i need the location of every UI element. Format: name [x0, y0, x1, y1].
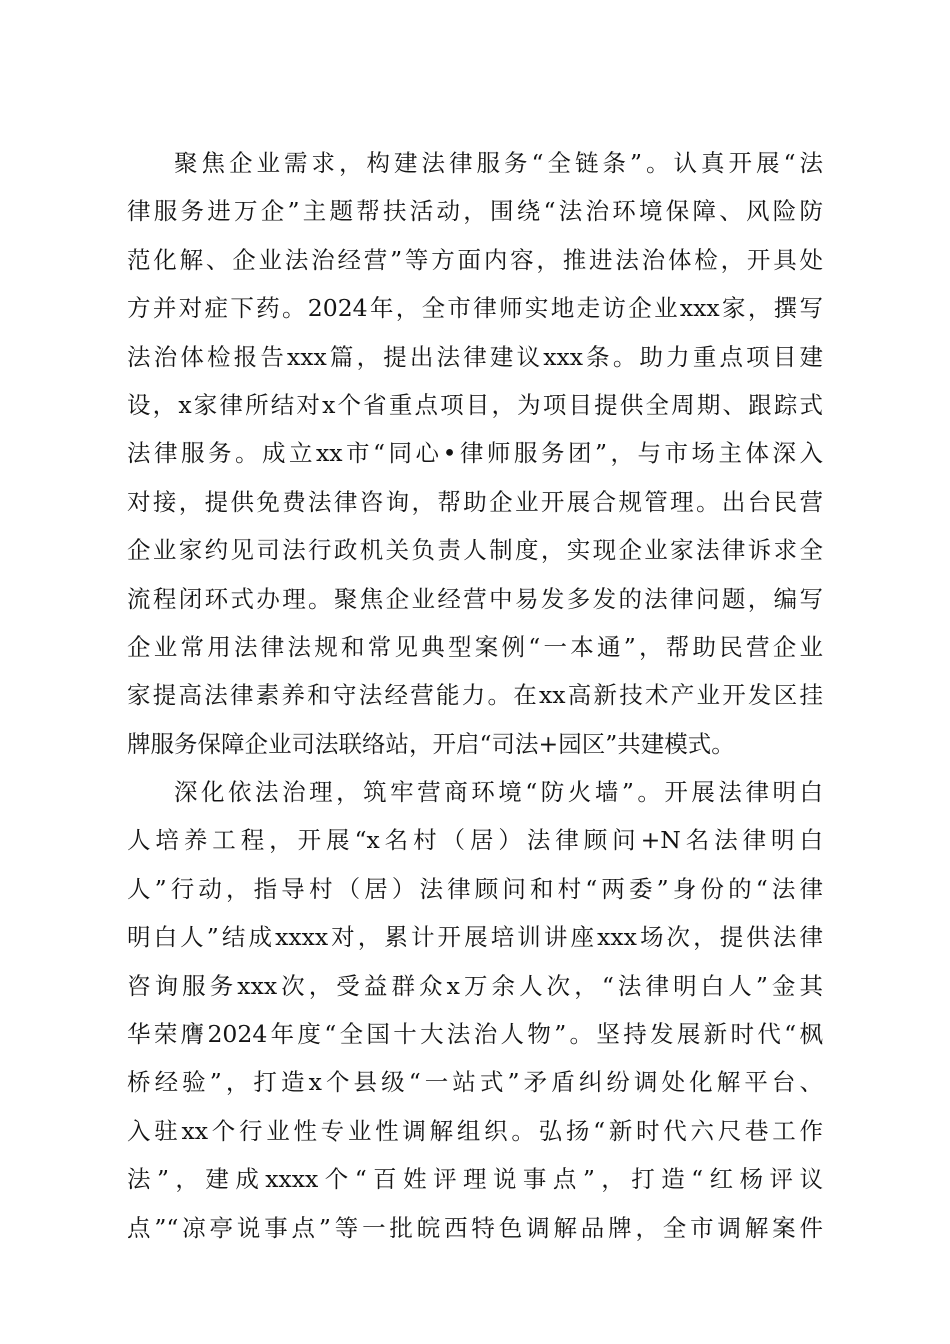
text-line: 明白人”结成xxxx对，累计开展培训讲座xxx场次，提供法律	[127, 923, 823, 952]
text-line: 律服务进万企”主题帮扶活动，围绕“法治环境保障、风险防	[127, 197, 823, 226]
text-line: 咨询服务xxx次，受益群众x万余人次，“法律明白人”金其	[127, 971, 823, 1000]
text-line: 设，x家律所结对x个省重点项目，为项目提供全周期、跟踪式	[127, 390, 823, 419]
paragraph-legal-service-chain	[127, 139, 823, 768]
text-line: 深化依法治理，筑牢营商环境“防火墙”。开展法律明白	[174, 778, 823, 807]
paragraph-rule-of-law-governance	[127, 768, 823, 1252]
text-line: 桥经验”，打造x个县级“一站式”矛盾纠纷调处化解平台、	[127, 1068, 823, 1097]
text-line: 点”“凉亭说事点”等一批皖西特色调解品牌，全市调解案件	[127, 1213, 823, 1242]
text-line: 人培养工程，开展“x名村（居）法律顾问+N名法律明白	[127, 826, 823, 855]
text-line: 法治体检报告xxx篇，提出法律建议xxx条。助力重点项目建	[127, 342, 823, 371]
text-line: 方并对症下药。2024年，全市律师实地走访企业xxx家，撰写	[127, 294, 823, 323]
text-line: 家提高法律素养和守法经营能力。在xx高新技术产业开发区挂	[127, 681, 823, 710]
text-line: 企业常用法律法规和常见典型案例“一本通”，帮助民营企业	[127, 632, 823, 661]
text-line: 华荣膺2024年度“全国十大法治人物”。坚持发展新时代“枫	[127, 1020, 823, 1049]
text-line: 法”，建成xxxx个“百姓评理说事点”，打造“红杨评议	[127, 1165, 823, 1194]
text-line: 范化解、企业法治经营”等方面内容，推进法治体检，开具处	[127, 245, 823, 274]
text-line: 入驻xx个行业性专业性调解组织。弘扬“新时代六尺巷工作	[127, 1116, 823, 1145]
text-line: 人”行动，指导村（居）法律顾问和村“两委”身份的“法律	[127, 874, 823, 903]
text-line: 对接，提供免费法律咨询，帮助企业开展合规管理。出台民营	[127, 487, 823, 516]
text-line: 牌服务保障企业司法联络站，开启“司法+园区”共建模式。	[127, 729, 735, 758]
text-line: 聚焦企业需求，构建法律服务“全链条”。认真开展“法	[174, 149, 823, 177]
document-body	[127, 139, 823, 1252]
text-line: 流程闭环式办理。聚焦企业经营中易发多发的法律问题，编写	[127, 584, 823, 613]
text-line: 法律服务。成立xx市“同心•律师服务团”，与市场主体深入	[127, 439, 823, 468]
text-line: 企业家约见司法行政机关负责人制度，实现企业家法律诉求全	[127, 536, 823, 565]
